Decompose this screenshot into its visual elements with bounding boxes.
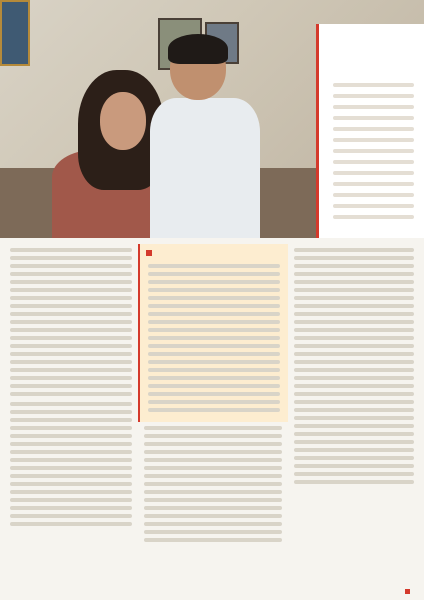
wall-painting — [0, 0, 30, 66]
child-figure — [150, 98, 260, 238]
pull-quote — [316, 24, 424, 238]
child-hair — [168, 34, 228, 64]
page-footer — [405, 589, 416, 594]
article-column-left — [8, 244, 134, 530]
sidebar-box — [138, 244, 288, 422]
sidebar-box-title — [146, 249, 282, 260]
article-column-middle — [142, 244, 284, 546]
mother-face — [100, 92, 146, 150]
article-column-right — [292, 244, 416, 488]
footer-square-icon — [405, 589, 410, 594]
